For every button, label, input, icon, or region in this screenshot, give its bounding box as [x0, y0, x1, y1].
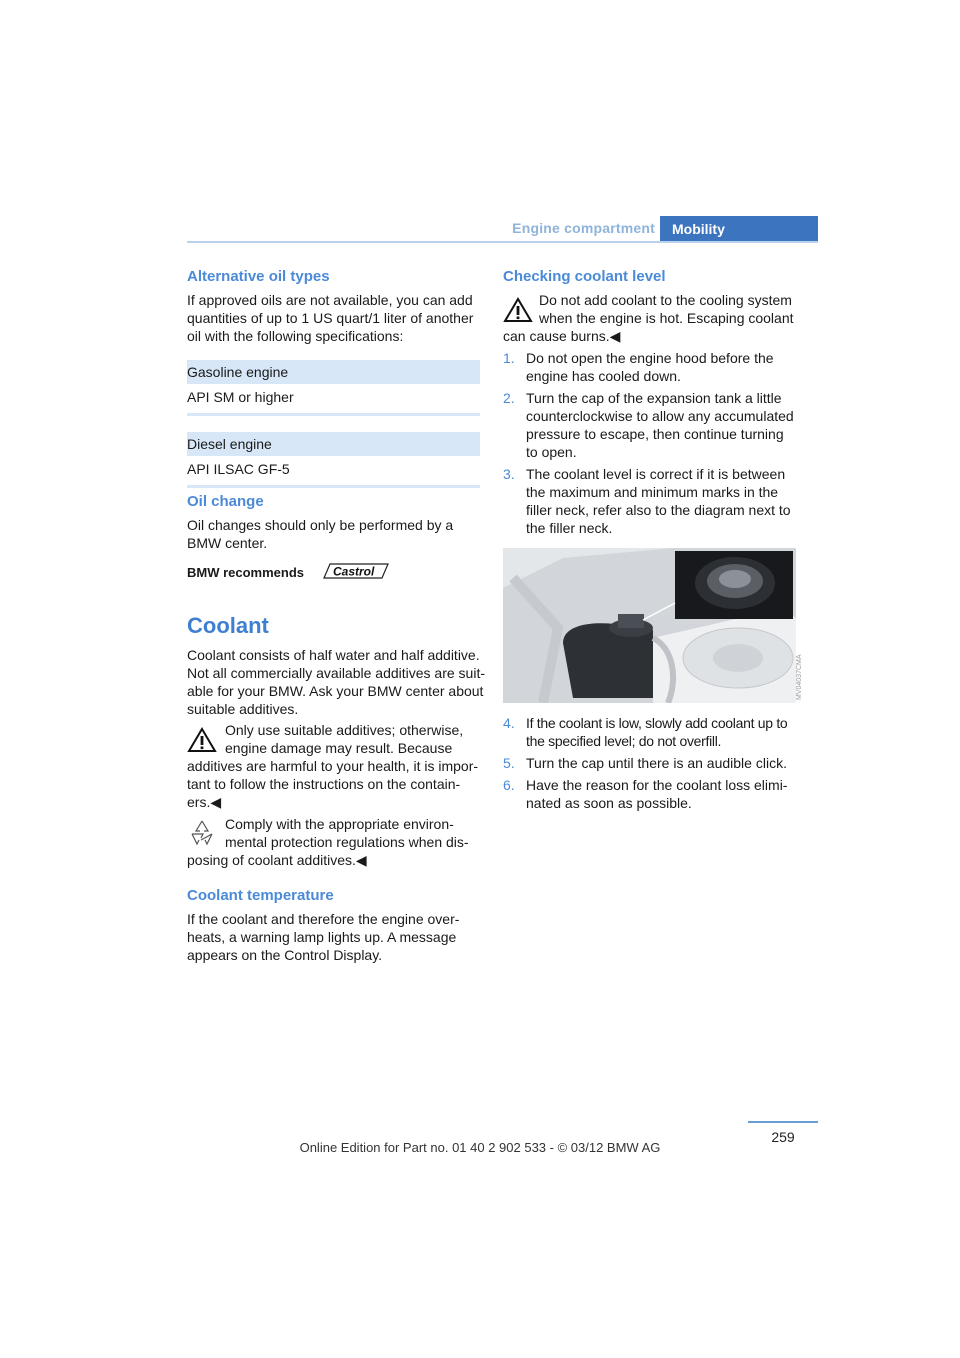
diesel-table-value: API ILSAC GF-5 — [187, 461, 290, 477]
heading-checking-coolant: Checking coolant level — [503, 268, 666, 285]
environment-note-text: Comply with the appropriate environ- mental protection regulations when dis- posing of coolant additives.◀ — [187, 816, 469, 868]
step-item: 5. Turn the cap until there is an audible click. — [503, 755, 787, 771]
heading-oil-change: Oil change — [187, 493, 264, 510]
heading-alternative-oil: Alternative oil types — [187, 268, 330, 285]
castrol-logo — [320, 562, 390, 580]
header-rule — [187, 241, 818, 243]
footer-rule — [748, 1121, 818, 1123]
oil-change-body: Oil changes should only be performed by a BMW center. — [187, 517, 454, 551]
header-section-title: Engine compartment — [512, 220, 655, 236]
table-rule — [187, 413, 480, 416]
table-rule — [187, 485, 480, 488]
svg-text:Castrol: Castrol — [333, 564, 375, 579]
coolant-tank-photo — [503, 548, 796, 703]
step-item: 6. Have the reason for the coolant loss elimi- nated as soon as possible. — [503, 777, 788, 811]
diesel-table — [187, 432, 480, 488]
gasoline-table-value: API SM or higher — [187, 389, 294, 405]
checking-warning-text: Do not add coolant to the cooling system when the engine is hot. Escaping coolant can cause burns.◀ — [503, 292, 794, 344]
gasoline-table-head: Gasoline engine — [187, 360, 480, 384]
header-tab-mobility: Mobility — [660, 216, 818, 243]
step-item: 4. If the coolant is low, slowly add coolant up to the specified level; do not overfill. — [503, 715, 788, 749]
page-number: 259 — [771, 1129, 795, 1145]
step-item: 2. Turn the cap of the expansion tank a little counterclockwise to allow any accumulated pressure to escape, then continue turning to open. — [503, 390, 794, 460]
alt-oil-body: If approved oils are not available, you can add quantities of up to 1 US quart/1 liter of another oil with the following specifications: — [187, 292, 474, 344]
photo-code: MV04037CMA — [796, 654, 803, 700]
gasoline-table — [187, 360, 480, 416]
heading-coolant: Coolant — [187, 613, 269, 638]
coolant-warning-text: Only use suitable additives; otherwise, engine damage may result. Because additives are harmful to your health, it is impor- tant to follow the instructions on the contain- ers.◀ — [187, 722, 479, 810]
diesel-table-head: Diesel engine — [187, 432, 480, 456]
coolant-body: Coolant consists of half water and half additive. Not all commercially available additives are suit- able for your BMW. Ask your BMW center about suitable additives. — [187, 647, 486, 717]
coolant-temperature-body: If the coolant and therefore the engine over- heats, a warning lamp lights up. A message appears on the Control Display. — [187, 911, 460, 963]
footer-edition: Online Edition for Part no. 01 40 2 902 533 - © 03/12 BMW AG — [299, 1140, 661, 1155]
heading-coolant-temperature: Coolant temperature — [187, 887, 334, 904]
step-item: 1. Do not open the engine hood before the engine has cooled down. — [503, 350, 774, 384]
step-item: 3. The coolant level is correct if it is between the maximum and minimum marks in the filler neck, refer also to the diagram next to the filler neck. — [503, 466, 791, 536]
bmw-recommends-label: BMW recommends — [187, 565, 305, 580]
